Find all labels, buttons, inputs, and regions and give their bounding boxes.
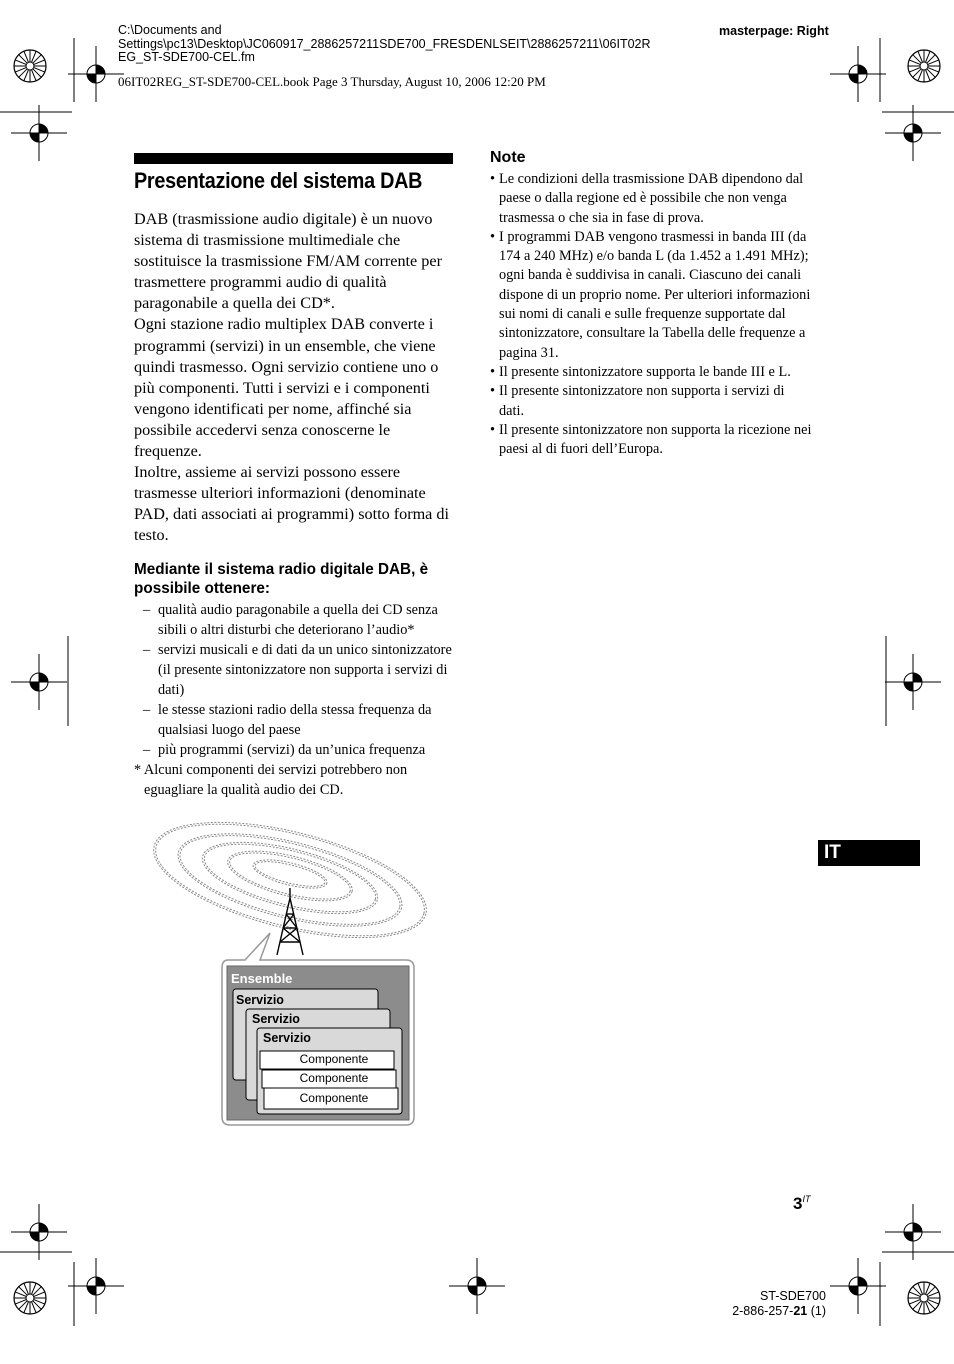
bullet-marker: • bbox=[490, 421, 496, 438]
list-item-text: servizi musicali e di dati da un unico sintonizzatore (il presente sintonizzatore non supporta i servizi di dati) bbox=[158, 642, 452, 698]
model-code bbox=[724, 1304, 826, 1319]
dash-marker: – bbox=[143, 602, 151, 618]
list-item bbox=[134, 700, 456, 740]
list-item-text: Il presente sintonizzatore supporta le bande III e L. bbox=[499, 363, 791, 380]
file-path-line-3: EG_ST-SDE700-CEL.fm bbox=[118, 50, 255, 64]
dash-marker: – bbox=[143, 642, 151, 658]
model-code-bold: 21 bbox=[793, 1303, 808, 1318]
book-info: 06IT02REG_ST-SDE700-CEL.book Page 3 Thursday, August 10, 2006 12:20 PM bbox=[118, 74, 546, 89]
bullet-marker: • bbox=[490, 228, 496, 245]
footnote: * Alcuni componenti dei servizi potrebbero non eguagliare la qualità audio dei CD. bbox=[134, 762, 408, 798]
dab-diagram bbox=[140, 810, 440, 1130]
service-label: Servizio bbox=[263, 1031, 311, 1045]
service-label: Servizio bbox=[236, 993, 284, 1007]
benefits-list bbox=[134, 600, 456, 760]
list-item bbox=[490, 228, 812, 363]
dash-marker: – bbox=[143, 702, 151, 718]
list-item-text: Il presente sintonizzatore non supporta la ricezione nei paesi al di fuori dell’Europa. bbox=[499, 421, 812, 458]
model-code-prefix: 2-886-257- bbox=[732, 1303, 794, 1318]
model-code-suffix: (1) bbox=[807, 1303, 826, 1318]
ensemble-label: Ensemble bbox=[231, 971, 293, 986]
list-item bbox=[490, 382, 812, 421]
page-number-value: 3 bbox=[793, 1194, 803, 1213]
section-rule bbox=[134, 153, 453, 164]
model-info bbox=[724, 1289, 826, 1318]
component-label: Componente bbox=[299, 1052, 369, 1066]
dash-marker: – bbox=[143, 742, 151, 758]
list-item-text: Il presente sintonizzatore non supporta i servizi di dati. bbox=[499, 383, 785, 419]
list-item bbox=[490, 170, 812, 228]
radio-waves-icon bbox=[143, 810, 438, 960]
language-tab: IT bbox=[818, 840, 920, 866]
notes-title: Note bbox=[490, 149, 526, 166]
list-item-text: Le condizioni della trasmissione DAB dipendono dal paese o dalla regione ed è possibile che non venga trasmessa o che sia in fase di prova. bbox=[499, 171, 804, 226]
list-item-text: qualità audio paragonabile a quella dei CD senza sibili o altri disturbi che deteriorano l’audio* bbox=[158, 602, 438, 638]
file-path-line-1: C:\Documents and bbox=[118, 23, 222, 37]
list-item-text: I programmi DAB vengono trasmessi in banda III (da 174 a 240 MHz) e/o banda L (da 1.452 a 1.491 MHz); ogni banda è suddivisa in canali. Ciascuno dei canali dispone di un proprio nome. Per ulteriori informazioni sui nomi di canali e sulle frequenze supportate dal sintonizzatore, consultare la Tabella delle frequenze a pagina 31. bbox=[499, 228, 811, 361]
list-item bbox=[490, 363, 812, 382]
paragraph: Ogni stazione radio multiplex DAB converte i programmi (servizi) in un ensemble, che viene quindi trasmesso. Ogni servizio contiene uno o più componenti. Tutti i servizi e i componenti vengono identificati per nome, affinché sia possibile accedervi senza conoscerne le frequenze. bbox=[134, 315, 439, 461]
list-item-text: più programmi (servizi) da un’unica frequenza bbox=[158, 742, 426, 758]
list-item-text: le stesse stazioni radio della stessa frequenza da qualsiasi luogo del paese bbox=[158, 702, 432, 738]
page-number-suffix: IT bbox=[802, 1194, 811, 1204]
model-name: ST-SDE700 bbox=[759, 1289, 826, 1303]
notes-list bbox=[490, 170, 812, 459]
component-label: Componente bbox=[299, 1091, 369, 1105]
list-item bbox=[134, 600, 456, 640]
masterpage-label: masterpage: Right bbox=[719, 24, 829, 38]
service-label: Servizio bbox=[252, 1012, 300, 1026]
bullet-marker: • bbox=[490, 171, 496, 187]
section-title: Presentazione del sistema DAB bbox=[134, 168, 423, 193]
list-item bbox=[134, 640, 456, 700]
body-text bbox=[134, 209, 456, 547]
file-path-line-2: Settings\pc13\Desktop\JC060917_2886257211SDE700_FRESDENLSEIT\2886257211\06IT02R bbox=[118, 36, 651, 51]
paragraph: DAB (trasmissione audio digitale) è un nuovo sistema di trasmissione multimediale che sostituisce la trasmissione FM/AM corrente per trasmettere programmi audio di qualità paragonabile a quella dei CD*. bbox=[134, 210, 442, 313]
subheading: Mediante il sistema radio digitale DAB, è possibile ottenere: bbox=[134, 561, 429, 597]
component-label: Componente bbox=[299, 1071, 369, 1085]
bullet-marker: • bbox=[490, 363, 496, 380]
list-item bbox=[490, 421, 812, 460]
file-path bbox=[118, 24, 718, 65]
page-number bbox=[793, 1194, 810, 1214]
list-item bbox=[134, 740, 456, 760]
paragraph: Inoltre, assieme ai servizi possono essere trasmesse ulteriori informazioni (denominate PAD, dati associati ai programmi) sotto forma di testo. bbox=[134, 463, 450, 545]
bullet-marker: • bbox=[490, 383, 496, 400]
